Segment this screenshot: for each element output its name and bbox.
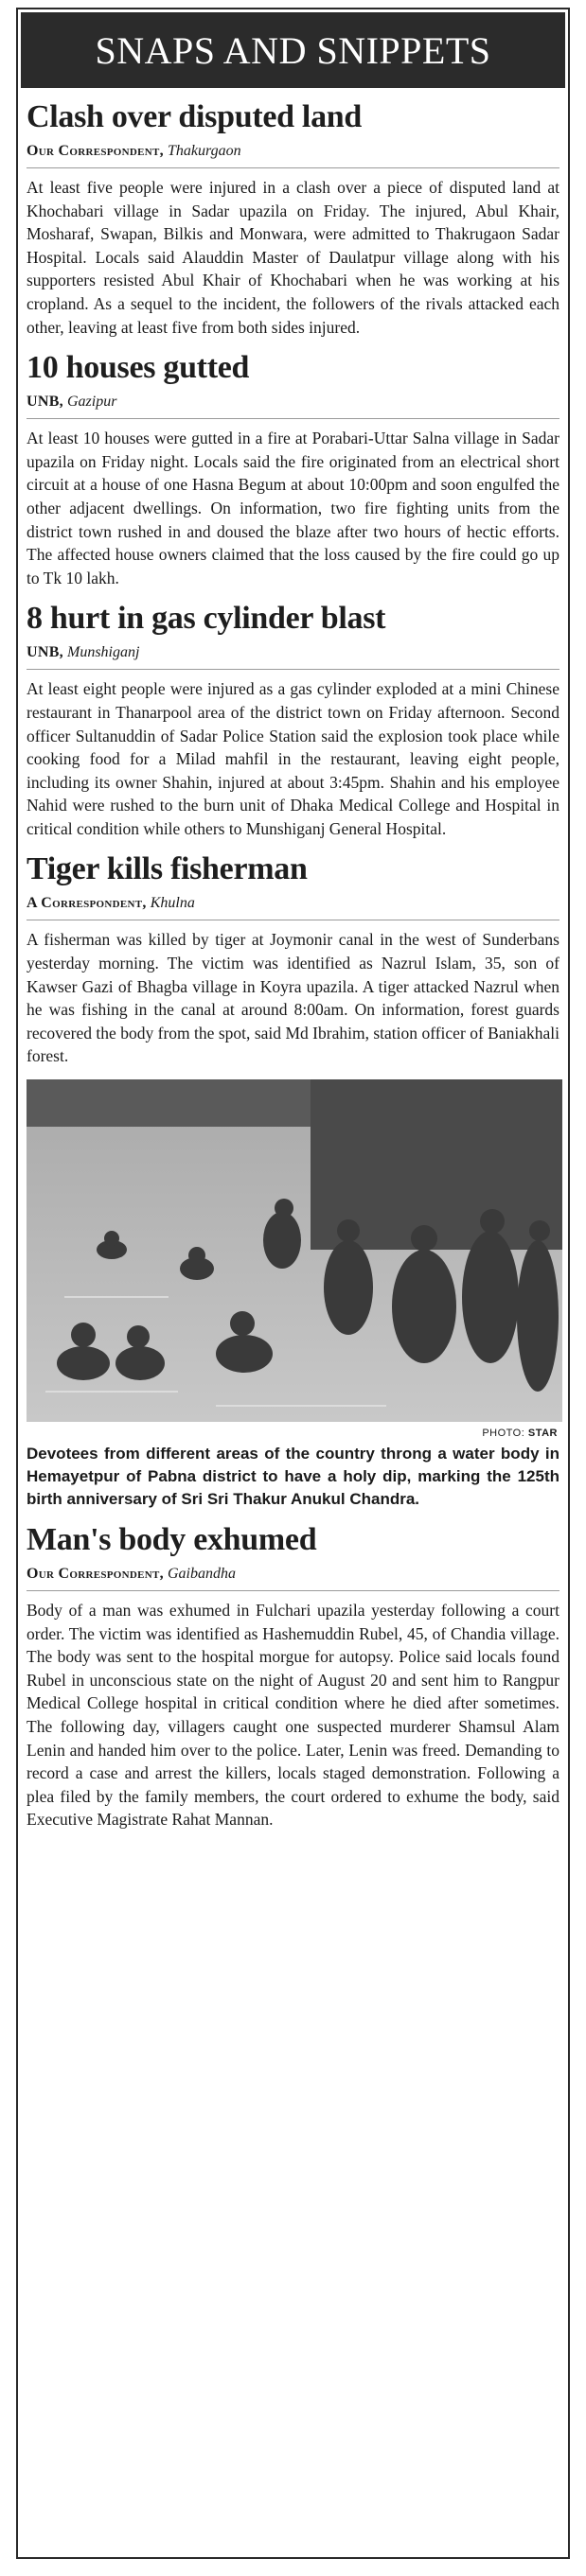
byline-agency: UNB, bbox=[27, 644, 63, 661]
story-byline bbox=[27, 1564, 559, 1591]
story-body: At least eight people were injured as a gas cylinder exploded at a mini Chinese restaurant in Thanarpool area of the district town on Friday afternoon. Second officer Sultanuddin of Sadar Police Station said the explosion took place while cooking food for a Milad mahfil in the restaurant, leaving eight people, including its owner Shahin, injured at about 3:45pm. Shahin and his employee Nahid were rushed to the burn unit of Dhaka Medical College and Hospital in critical condition while others to Munshiganj General Hospital. bbox=[27, 679, 559, 838]
story-gas-cylinder-blast bbox=[18, 599, 568, 840]
photo-credit-source: STAR bbox=[527, 1428, 558, 1440]
photo-caption: Devotees from different areas of the country throng a water body in Hemayetpur of Pabna district to have a holy dip, marking the 125th birth anniversary of Sri Sri Thakur Anukul Chandra. bbox=[27, 1445, 559, 1509]
story-houses-gutted bbox=[18, 348, 568, 589]
story-byline bbox=[27, 642, 559, 670]
byline-place: Munshiganj bbox=[66, 644, 140, 661]
newspaper-page bbox=[16, 8, 570, 2559]
byline-agency: UNB, bbox=[27, 394, 63, 411]
byline-agency: Our Correspondent, bbox=[27, 143, 164, 159]
story-body: Body of a man was exhumed in Fulchari upazila yesterday following a court order. The victim was identified as Hashemuddin Rubel, 45, of Chandia village. The body was sent to the hospital morgue for autopsy. Police said locals found Rubel in unconscious state on the night of August 20 and sent him to Rangpur Medical College hospital in critical condition where he died after sometimes. The following day, villagers caught one suspected murderer Shamsul Alam Lenin and handed him over to the police. Later, Lenin was freed. Demanding to record a case and arrest the killers, locals staged demonstration. Following a plea filed by the family members, the court ordered to exhume the body, said Executive Magistrate Rahat Mannan. bbox=[27, 1601, 559, 1830]
story-byline bbox=[27, 893, 559, 920]
story-mans-body-exhumed bbox=[18, 1520, 568, 1831]
story-headline: Tiger kills fisherman bbox=[27, 851, 308, 887]
story-headline: Man's body exhumed bbox=[27, 1522, 317, 1558]
story-body: At least 10 houses were gutted in a fire at Porabari-Uttar Salna village in Sadar upazila on Friday night. Locals said the fire originated from an electrical short circuit at a house of one Hasna Begum at about 10:00pm and soon engulfed the other adjacent dwellings. On information, two fire fighting units from the district town rushed in and doused the blaze after two hours of hectic efforts. The affected house owners claimed that the loss caused by the fire could go up to Tk 10 lakh. bbox=[27, 429, 559, 587]
story-tiger-kills-fisherman bbox=[18, 850, 568, 1068]
story-byline bbox=[27, 392, 559, 419]
byline-place: Thakurgaon bbox=[167, 143, 241, 159]
byline-agency: Our Correspondent, bbox=[27, 1566, 164, 1583]
story-body: A fisherman was killed by tiger at Joymonir canal in the west of Sunderbans yesterday morning. The victim was identified as Nazrul Islam, 35, son of Kawser Gazi of Bhagba village in Koyra upazila. A tiger attacked Nazrul when he was fishing in the canal at around 8:00am. On information, forest guards recovered the body from the spot, said Md Ibrahim, station officer of Baniakhali forest. bbox=[27, 930, 559, 1066]
story-headline: Clash over disputed land bbox=[27, 99, 363, 134]
section-banner: SNAPS AND SNIPPETS bbox=[21, 12, 565, 88]
byline-place: Gaibandha bbox=[167, 1566, 236, 1583]
story-body: At least five people were injured in a clash over a piece of disputed land at Khochabari village in Sadar upazila on Friday. The injured, Abul Khair, Mosharaf, Swapan, Bilkis and Monwara, were admitted to Thakrugaon Sadar Hospital. Locals said Alauddin Master of Daulatpur village along with his supporters resisted Abul Khair of Khochabari when he was working at his cropland. As a sequel to the incident, the followers of the rivals attacked each other, leaving at least five from both sides injured. bbox=[27, 178, 559, 337]
byline-place: Gazipur bbox=[66, 394, 117, 411]
story-headline: 10 houses gutted bbox=[27, 350, 250, 386]
devotees-holy-dip-photo bbox=[27, 1079, 562, 1422]
news-photo-block bbox=[27, 1079, 559, 1511]
photo-credit bbox=[27, 1428, 558, 1439]
story-headline: 8 hurt in gas cylinder blast bbox=[27, 601, 386, 637]
story-byline bbox=[27, 141, 559, 168]
byline-agency: A Correspondent, bbox=[27, 895, 147, 912]
photo-credit-label: PHOTO: bbox=[482, 1428, 525, 1440]
byline-place: Khulna bbox=[150, 895, 195, 912]
story-clash-over-disputed-land bbox=[18, 97, 568, 339]
